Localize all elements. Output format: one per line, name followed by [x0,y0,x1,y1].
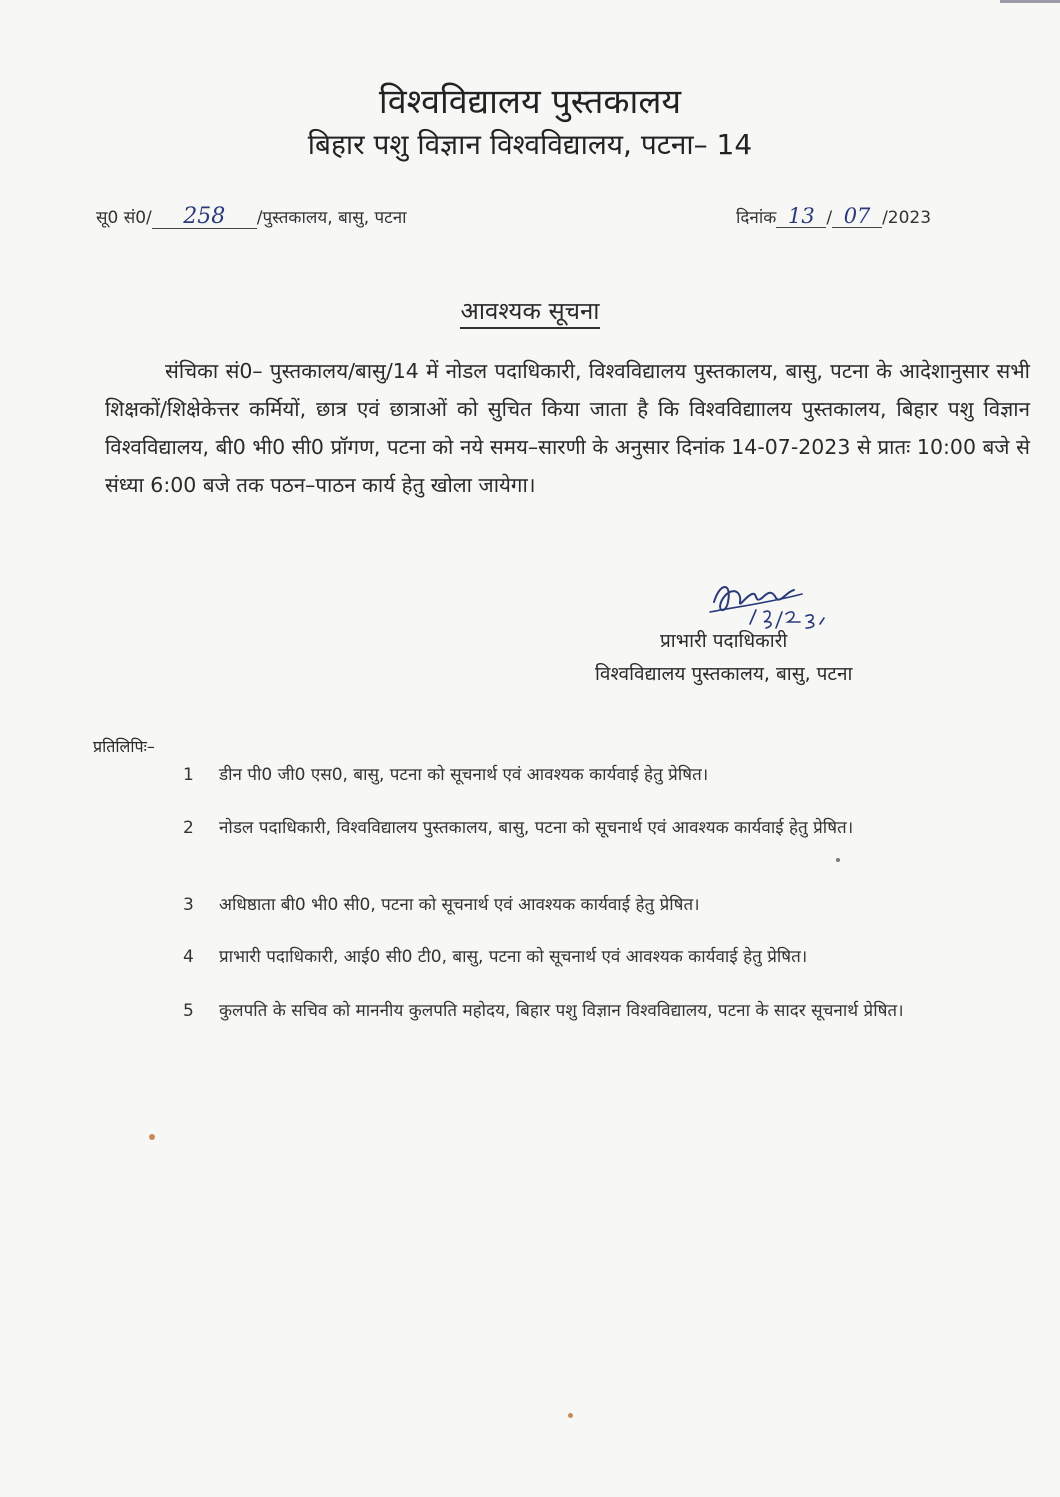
date-year: /2023 [882,208,932,228]
reference-suffix: /पुस्तकालय, बासु, पटना [256,208,407,228]
date-line [736,205,931,228]
date-month-handwritten: 07 [832,205,882,228]
notice-body: संचिका सं0– पुस्तकालय/बासु/14 में नोडल पदाधिकारी, विश्वविद्यालय पुस्तकालय, बासु, पटना के आदेशानुसार सभी शिक्षकों/शिक्षेकेत्तर कर्मियों, छात्र एवं छात्राओं को सुचित किया जाता है कि विश्वविद्याालय पुस्तकालय, बिहार पशु विज्ञान विश्वविद्यालय, बी0 भी0 सी0 प्रॉगण, पटना को नये समय–सारणी के अनुसार दिनांक 14-07-2023 से प्रातः 10:00 बजे से संध्या 6:00 बजे तक पठन–पाठन कार्य हेतु खोला जायेगा। [105,359,1030,497]
copy-item-number: 5 [183,1001,194,1021]
date-prefix: दिनांक [736,208,777,228]
reference-prefix: सू0 सं0/ [96,208,152,228]
handwritten-signature [702,572,872,632]
notice-heading [0,294,1060,327]
scan-edge-mark [1000,0,1060,3]
reference-number-line [96,205,407,229]
copy-item-text: डीन पी0 जी0 एस0, बासु, पटना को सूचनार्थ एवं आवश्यक कार्यवाई हेतु प्रेषित। [219,765,709,785]
notice-heading-text: आवश्यक सूचना [460,297,599,329]
copy-to-label: प्रतिलिपिः– [93,737,155,756]
paper-speck [568,1413,573,1418]
copy-item-text: अधिष्ठाता बी0 भी0 सी0, पटना को सूचनार्थ एवं आवश्यक कार्यवाई हेतु प्रेषित। [219,895,700,915]
copy-item-text: नोडल पदाधिकारी, विश्वविद्यालय पुस्तकालय, बासु, पटना को सूचनार्थ एवं आवश्यक कार्यवाई हेतु प्रेषित। [219,818,854,838]
copy-item-number: 4 [183,947,194,967]
paper-speck [149,1134,155,1140]
copy-item-number: 2 [183,818,194,838]
paper-speck [836,858,840,862]
date-day-handwritten: 13 [776,205,826,228]
copy-item-text: प्राभारी पदाधिकारी, आई0 सी0 टी0, बासु, पटना को सूचनार्थ एवं आवश्यक कार्यवाई हेतु प्रेषित। [219,947,808,967]
copy-item-text: कुलपति के सचिव को माननीय कुलपति महोदय, बिहार पशु विज्ञान विश्वविद्यालय, पटना के सादर सूचनार्थ प्रेषित। [219,1001,904,1021]
copy-item-number: 1 [183,765,194,785]
signatory-title: प्राभारी पदाधिकारी [660,630,788,652]
letterhead-subtitle: बिहार पशु विज्ञान विश्वविद्यालय, पटना– 14 [307,128,753,161]
date-separator: / [826,208,833,228]
reference-number-handwritten: 258 [152,206,257,229]
copy-item-number: 3 [183,895,194,915]
signatory-office: विश्वविद्यालय पुस्तकालय, बासु, पटना [595,663,853,685]
letterhead-title: विश्वविद्यालय पुस्तकालय [378,82,682,122]
